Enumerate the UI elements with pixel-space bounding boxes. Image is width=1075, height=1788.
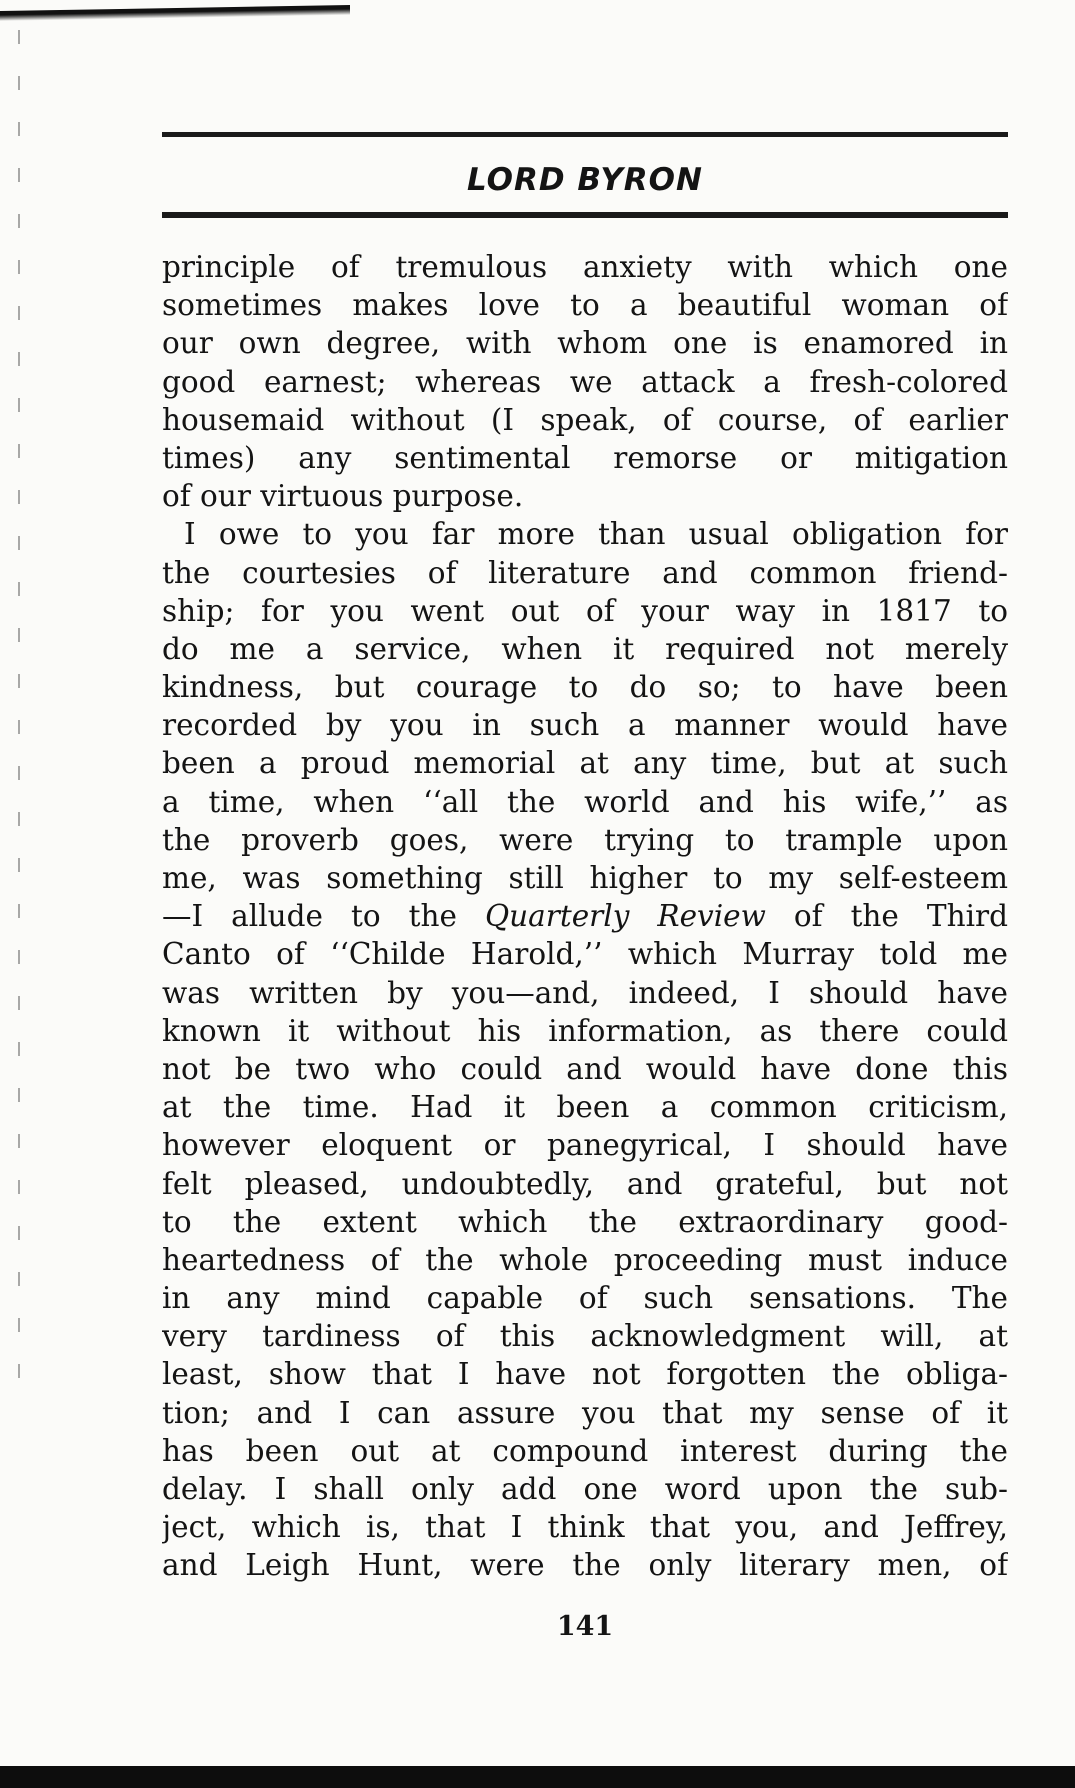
- text-line: of our virtuous purpose.: [162, 479, 524, 514]
- text-line: to the extent which the extraordinary good-: [162, 1204, 1008, 1239]
- text-line-with-italic: [162, 897, 1008, 935]
- text-line: Canto of ‘‘Childe Harold,’’ which Murray told me: [162, 937, 1008, 972]
- scan-edge-top: [0, 5, 350, 21]
- scan-edge-left: [18, 30, 20, 1410]
- text-line: in any mind capable of such sensations. The: [162, 1281, 1008, 1316]
- text-line: good earnest; whereas we attack a fresh-colored: [162, 364, 1008, 399]
- text-line: been a proud memorial at any time, but at such: [162, 746, 1008, 781]
- body-text: [162, 248, 1008, 1585]
- text-line: the courtesies of literature and common friend-: [162, 555, 1008, 590]
- text-line: felt pleased, undoubtedly, and grateful, but not: [162, 1166, 1008, 1201]
- text-line: me, was something still higher to my self-esteem: [162, 861, 1008, 895]
- header-rule-bottom: [162, 212, 1008, 218]
- text-line: sometimes makes love to a beautiful woman of: [162, 288, 1008, 323]
- text-line: the proverb goes, were trying to trample upon: [162, 822, 1008, 857]
- text-line: ship; for you went out of your way in 1817 to: [162, 593, 1008, 628]
- text-line: least, show that I have not forgotten the obliga-: [162, 1357, 1008, 1392]
- text-line: at the time. Had it been a common criticism,: [162, 1090, 1008, 1125]
- scan-edge-bottom: [0, 1766, 1075, 1788]
- text-line: delay. I shall only add one word upon the sub-: [162, 1472, 1008, 1506]
- text-line: a time, when ‘‘all the world and his wife,’’ as: [162, 784, 1008, 819]
- text-line: housemaid without (I speak, of course, of earlier: [162, 402, 1008, 437]
- text-line: times) any sentimental remorse or mitigation: [162, 440, 1008, 475]
- page-number: 141: [556, 1611, 614, 1642]
- text-line: our own degree, with whom one is enamored in: [162, 326, 1008, 361]
- text-line: principle of tremulous anxiety with which one: [162, 250, 1008, 284]
- text-line: however eloquent or panegyrical, I should have: [162, 1128, 1008, 1163]
- text-segment: —I allude to the: [162, 899, 485, 934]
- text-line: do me a service, when it required not merely: [162, 631, 1008, 666]
- header-rule-top: [162, 132, 1008, 137]
- text-line: and Leigh Hunt, were the only literary men, of: [162, 1548, 1008, 1583]
- text-line: was written by you—and, indeed, I should have: [162, 975, 1008, 1010]
- text-line: not be two who could and would have done this: [162, 1051, 1008, 1086]
- text-line: kindness, but courage to do so; to have been: [162, 670, 1008, 705]
- text-line: heartedness of the whole proceeding must induce: [162, 1242, 1008, 1277]
- running-head: LORD BYRON: [467, 162, 703, 198]
- text-line: has been out at compound interest during the: [162, 1433, 1008, 1468]
- text-segment: of the Third: [765, 899, 1008, 934]
- text-line: recorded by you in such a manner would have: [162, 708, 1008, 743]
- text-line: known it without his information, as there could: [162, 1013, 1008, 1048]
- text-line: ject, which is, that I think that you, and Jeffrey,: [162, 1510, 1008, 1545]
- italic-title: Quarterly Review: [484, 899, 766, 934]
- text-line: tion; and I can assure you that my sense of it: [162, 1395, 1008, 1430]
- text-line: very tardiness of this acknowledgment will, at: [162, 1319, 1008, 1354]
- text-line: I owe to you far more than usual obligation for: [184, 517, 1008, 552]
